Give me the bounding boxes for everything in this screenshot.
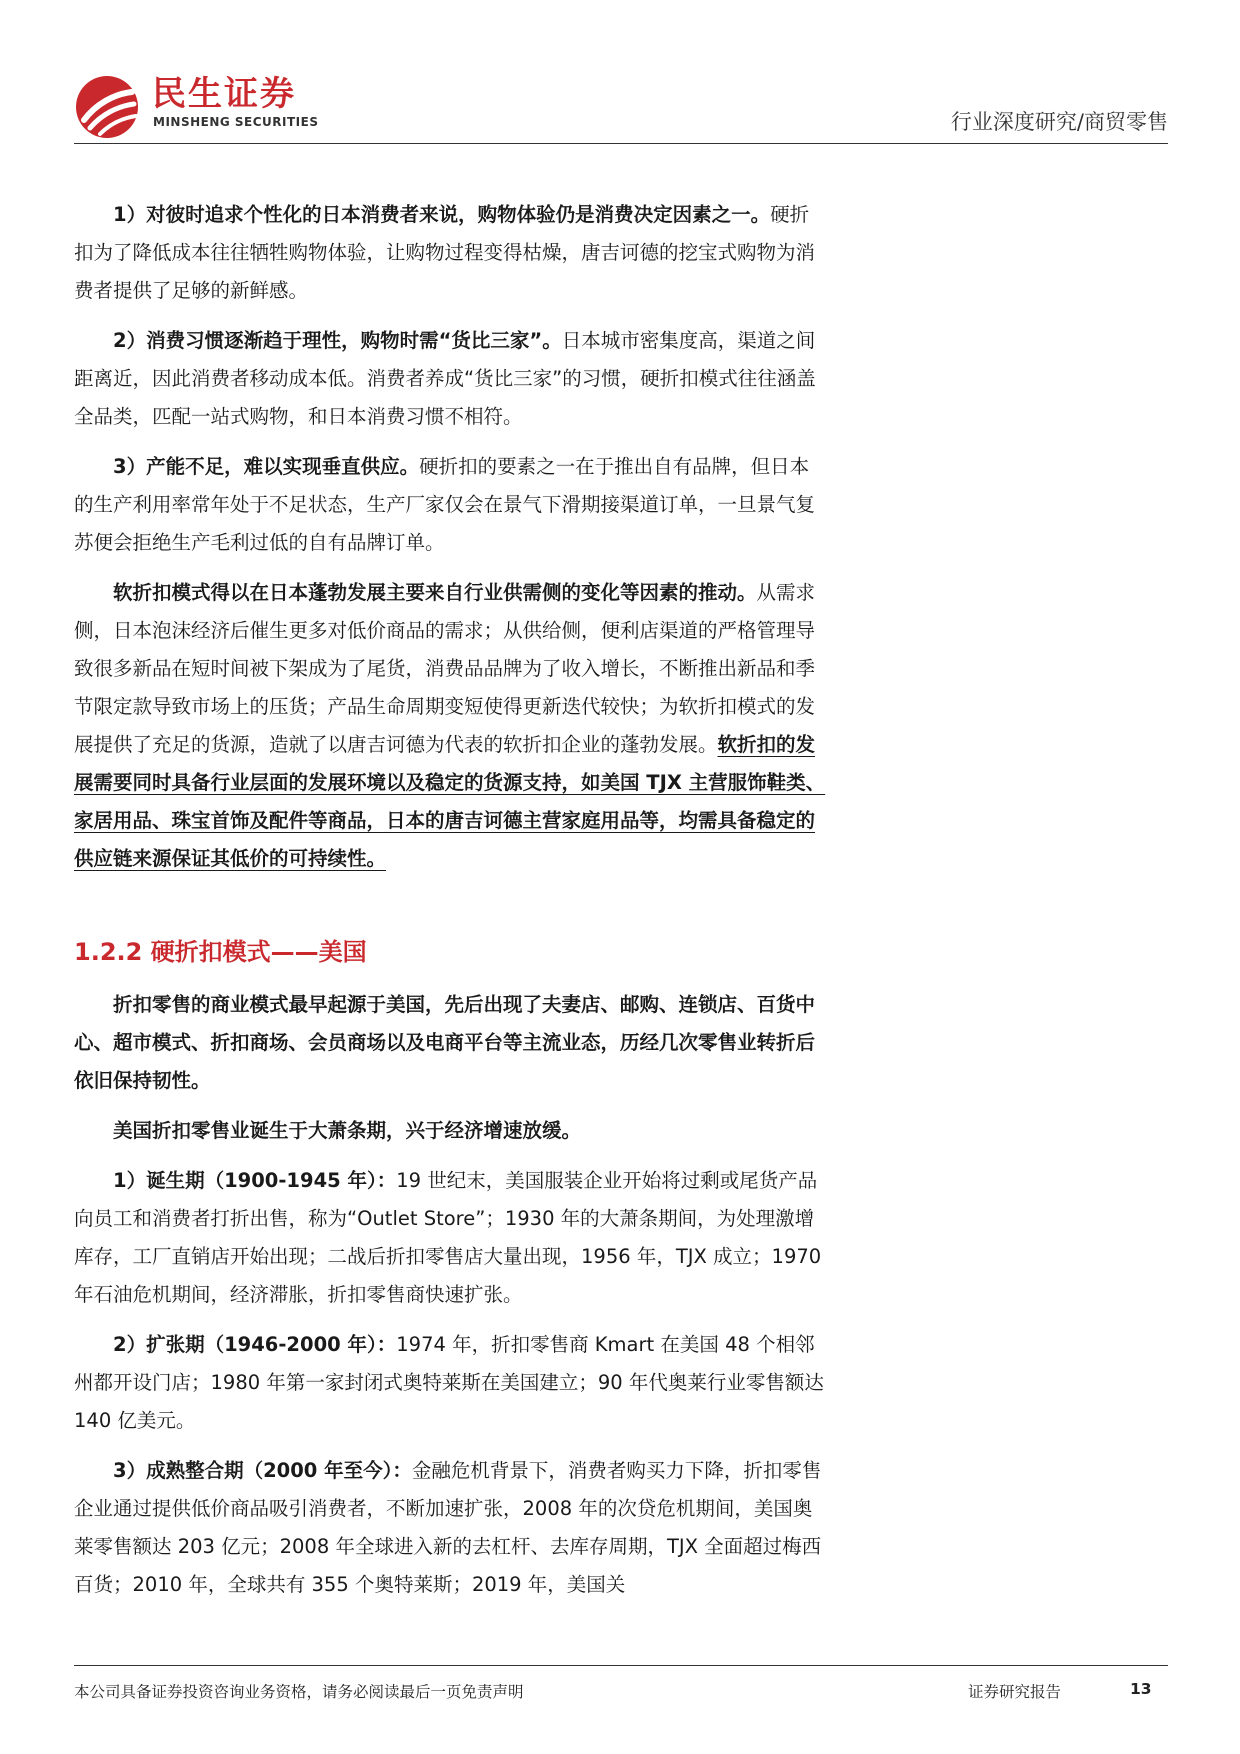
paragraph-1 [74, 196, 826, 310]
paragraph-8-text: 1974 年，折扣零售商 Kmart 在美国 48 个相邻州都开设门店；1980 年第一家封闭式奥特莱斯在美国建立；90 年代奥莱行业零售额达 140 亿美元。 [74, 1333, 824, 1432]
footer-divider [74, 1665, 1168, 1666]
paragraph-8 [74, 1326, 826, 1440]
paragraph-1-text: 硬折扣为了降低成本往往牺牲购物体验，让购物过程变得枯燥，唐吉诃德的挖宝式购物为消费者提供了足够的新鲜感。 [74, 203, 816, 302]
paragraph-4-lead: 软折扣模式得以在日本蓬勃发展主要来自行业供需侧的变化等因素的推动。 [113, 581, 757, 604]
paragraph-7-lead: 1）诞生期（1900-1945 年）： [113, 1169, 397, 1192]
paragraph-2-lead: 2）消费习惯逐渐趋于理性，购物时需“货比三家”。 [113, 329, 562, 352]
page-number: 13 [1130, 1680, 1152, 1698]
paragraph-4-text: 从需求侧，日本泡沫经济后催生更多对低价商品的需求；从供给侧，便利店渠道的严格管理导致很多新品在短时间被下架成为了尾货，消费品品牌为了收入增长，不断推出新品和季节限定款导致市场上的压货；产品生命周期变短使得更新迭代较快；为软折扣模式的发展提供了充足的货源，造就了以唐吉诃德为代表的软折扣企业的蓬勃发展。 [74, 581, 816, 756]
paragraph-5: 折扣零售的商业模式最早起源于美国，先后出现了夫妻店、邮购、连锁店、百货中心、超市模式、折扣商场、会员商场以及电商平台等主流业态，历经几次零售业转折后依旧保持韧性。 [74, 993, 816, 1092]
page-header [74, 60, 1168, 140]
paragraph-2-text: 日本城市密集度高，渠道之间距离近，因此消费者移动成本低。消费者养成“货比三家”的习惯，硬折扣模式往往涵盖全品类，匹配一站式购物，和日本消费习惯不相符。 [74, 329, 816, 428]
brand-name-en: MINSHENG SECURITIES [153, 115, 319, 129]
paragraph-1-lead: 1）对彼时追求个性化的日本消费者来说，购物体验仍是消费决定因素之一。 [113, 203, 771, 226]
paragraph-2 [74, 322, 826, 436]
paragraph-6: 美国折扣零售业诞生于大萧条期，兴于经济增速放缓。 [113, 1119, 582, 1142]
paragraph-8-lead: 2）扩张期（1946-2000 年）： [113, 1333, 397, 1356]
paragraph-9-lead: 3）成熟整合期（2000 年至今）： [113, 1459, 412, 1482]
section-heading: 1.2.2 硬折扣模式——美国 [74, 938, 367, 966]
main-content [74, 196, 826, 1616]
paragraph-9 [74, 1452, 826, 1604]
paragraph-4 [74, 574, 826, 878]
brand-name-cn: 民生证券 [152, 74, 296, 114]
paragraph-3 [74, 448, 826, 562]
paragraph-9-text: 金融危机背景下，消费者购买力下降，折扣零售企业通过提供低价商品吸引消费者，不断加速扩张，2008 年的次贷危机期间，美国奥莱零售额达 203 亿元；2008 年全球进入新的去杠杆、去库存周期，TJX 全面超过梅西百货；2010 年，全球共有 355 个奥特莱斯；2019 年，美国关 [74, 1459, 822, 1596]
paragraph-3-text: 硬折扣的要素之一在于推出自有品牌，但日本的生产利用率常年处于不足状态，生产厂家仅会在景气下滑期接渠道订单，一旦景气复苏便会拒绝生产毛利过低的自有品牌订单。 [74, 455, 816, 554]
footer-disclaimer: 本公司具备证券投资咨询业务资格，请务必阅读最后一页免责声明 [74, 1683, 524, 1701]
footer-report-type: 证券研究报告 [968, 1683, 1062, 1701]
report-category: 行业深度研究/商贸零售 [950, 110, 1168, 134]
paragraph-3-lead: 3）产能不足，难以实现垂直供应。 [113, 455, 420, 478]
paragraph-7-text: 19 世纪末，美国服装企业开始将过剩或尾货产品向员工和消费者打折出售，称为“Outlet Store”；1930 年的大萧条期间，为处理激增库存，工厂直销店开始出现；二战后折扣零售店大量出现，1956 年，TJX 成立；1970 年石油危机期间，经济滞胀，折扣零售商快速扩张。 [74, 1169, 822, 1306]
paragraph-4-underlined: 软折扣的发展需要同时具备行业层面的发展环境以及稳定的货源支持，如美国 TJX 主营服饰鞋类、家居用品、珠宝首饰及配件等商品，日本的唐吉诃德主营家庭用品等，均需具备稳定的供应链来源保证其低价的可持续性。 [74, 733, 826, 870]
header-divider [74, 143, 1168, 144]
paragraph-7 [74, 1162, 826, 1314]
minsheng-logo-icon [74, 74, 140, 140]
